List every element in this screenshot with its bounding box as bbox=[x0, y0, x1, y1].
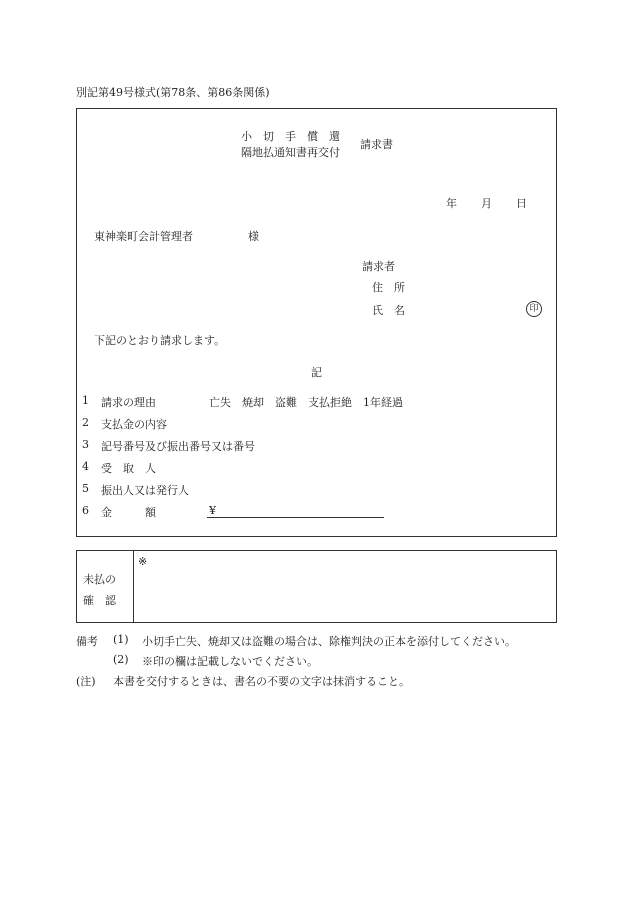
item-3-label: 記号番号及び振出番号又は番号 bbox=[101, 440, 255, 453]
title-line-2: 隔地払通知書再交付 bbox=[241, 146, 340, 159]
requester-name-label: 氏 名 bbox=[372, 304, 405, 317]
caution-label: (注) bbox=[76, 675, 96, 688]
item-1-num: 1 bbox=[82, 394, 89, 407]
item-6-num: 6 bbox=[82, 504, 89, 517]
item-4-num: 4 bbox=[82, 460, 89, 473]
requester-label: 請求者 bbox=[362, 260, 395, 273]
note-1-num: (1) bbox=[113, 633, 129, 646]
requester-address-label: 住 所 bbox=[372, 281, 405, 294]
item-5-num: 5 bbox=[82, 482, 89, 495]
note-1-text: 小切手亡失、焼却又は盗難の場合は、除権判決の正本を添付してください。 bbox=[142, 635, 516, 648]
item-3-num: 3 bbox=[82, 438, 89, 451]
date-day: 日 bbox=[516, 197, 527, 210]
addressee-name: 東神楽町会計管理者 bbox=[94, 230, 193, 243]
item-6-label: 金 額 bbox=[101, 506, 156, 519]
date-year: 年 bbox=[446, 197, 457, 210]
ki-heading: 記 bbox=[311, 366, 322, 379]
item-4-label: 受 取 人 bbox=[101, 462, 156, 475]
item-2-num: 2 bbox=[82, 416, 89, 429]
caution-text: 本書を交付するときは、書名の不要の文字は抹消すること。 bbox=[113, 675, 410, 688]
item-1-label: 請求の理由 bbox=[101, 396, 156, 409]
note-2-text: ※印の欄は記載しないでください。 bbox=[142, 655, 318, 668]
unpaid-check-box bbox=[76, 550, 557, 623]
unpaid-box-divider bbox=[133, 550, 134, 623]
item-5-label: 振出人又は発行人 bbox=[101, 484, 189, 497]
unpaid-mark: ※ bbox=[138, 555, 148, 568]
seal-icon: 印 bbox=[526, 301, 542, 317]
item-1-value: 亡失 焼却 盗難 支払拒絶 1年経過 bbox=[209, 396, 403, 409]
title-suffix: 請求書 bbox=[360, 138, 393, 151]
title-line-1: 小 切 手 償 還 bbox=[241, 130, 340, 143]
intro-text: 下記のとおり請求します。 bbox=[94, 334, 226, 347]
addressee-honorific: 様 bbox=[248, 230, 259, 243]
amount-yen-sign: ¥ bbox=[209, 504, 216, 517]
notes-label: 備考 bbox=[76, 635, 98, 648]
item-2-label: 支払金の内容 bbox=[101, 418, 167, 431]
amount-underline bbox=[207, 517, 384, 518]
date-month: 月 bbox=[481, 197, 492, 210]
form-label: 別記第49号様式(第78条、第86条関係) bbox=[76, 86, 270, 99]
unpaid-label-line-1: 未払の bbox=[83, 573, 116, 586]
unpaid-label-line-2: 確 認 bbox=[83, 594, 116, 607]
note-2-num: (2) bbox=[113, 653, 129, 666]
